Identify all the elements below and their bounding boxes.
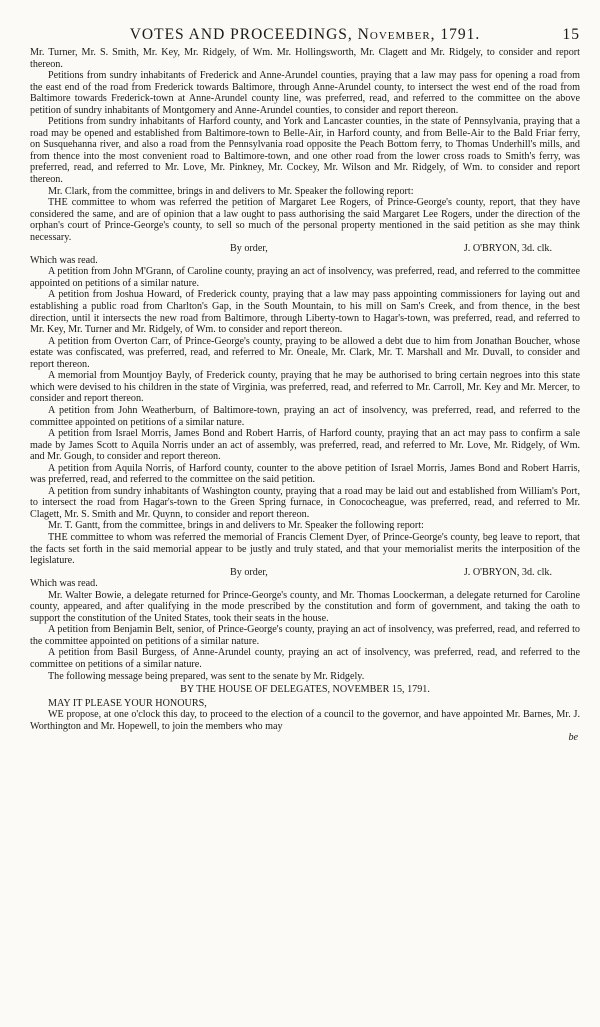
signature-line <box>30 243 580 255</box>
paragraph: Petitions from sundry inhabitants of Harford county, and York and Lancaster counties, in the state of Pennsylvania, praying that a road may be opened and established from Baltimore-town to Belle-Air, in Harford county, and from Belle-Air to the Bald Friar ferry, on Susquehanna river, and also a road from the Pennsylvania road opposite the Peach Bottom ferry, to Thomas Underhill's mills, and from thence into the most convenient road to Baltimore-town, and one other road from the lower cross roads to Smith's ferry, was preferred, read, and referred to Mr. Love, Mr. Pinkney, Mr. Cockey, Mr. Wilson and Mr. Ridgely, of Wm. to consider and report thereon. <box>30 116 580 186</box>
message-text: WE propose, at one o'clock this day, to proceed to the election of a council to the governor, and have appointed Mr. Barnes, Mr. J. Worthington and Mr. Hopewell, to join the members who may <box>30 709 580 732</box>
page-number: 15 <box>562 26 580 43</box>
page-header <box>30 26 580 44</box>
body-text <box>30 47 580 744</box>
paragraph: Mr. Clark, from the committee, brings in and delivers to Mr. Speaker the following report: <box>48 185 414 197</box>
paragraph: Which was read. <box>30 254 98 266</box>
catchword: be <box>568 732 578 744</box>
salutation: MAY IT PLEASE YOUR HONOURS, <box>48 697 207 709</box>
clerk-signature: J. O'BRYON, 3d. clk. <box>463 243 552 255</box>
paragraph: Mr. T. Gantt, from the committee, brings in and delivers to Mr. Speaker the following report: <box>48 520 424 532</box>
clerk-signature: J. O'BRYON, 3d. clk. <box>463 566 552 578</box>
running-title: VOTES AND PROCEEDINGS, November, 1791. <box>129 26 481 43</box>
signature-line <box>30 567 580 579</box>
report-text: THE committee to whom was referred the petition of Margaret Lee Rogers, of Prince-George's county, report, that they have considered the same, and are of opinion that a law ought to pass authorising the said Margaret Lee Rogers, under the direction of the orphan's court of Prince-George's county, to sell so much of the personal property mentioned in the said petition as she may think necessary. <box>30 197 580 243</box>
paragraph: A petition from Benjamin Belt, senior, of Prince-George's county, praying an act of insolvency, was preferred, read, and referred to the committee appointed on petitions of a similar nature. <box>30 624 580 647</box>
paragraph: Which was read. <box>30 578 98 590</box>
by-order-label: By order, <box>230 566 268 578</box>
paragraph: Mr. Walter Bowie, a delegate returned for Prince-George's county, and Mr. Thomas Loockerman, a delegate returned for Caroline county, appeared, and after qualifying in the mode prescribed by the constitution and form of government, and taking the oath to support the constitution of the United States, took their seats in the house. <box>30 589 580 624</box>
paragraph: A petition from John M'Grann, of Caroline county, praying an act of insolvency, was preferred, read, and referred to the committee appointed on petitions of a similar nature. <box>30 266 580 289</box>
paragraph: A petition from Overton Carr, of Prince-George's county, praying to be allowed a debt due to him from Jonathan Boucher, whose estate was confiscated, was preferred, read, and referred to Mr. Oneale, Mr. Clark, Mr. T. Marshall and Mr. Duvall, to consider and report thereon. <box>30 335 580 370</box>
paragraph: A memorial from Mountjoy Bayly, of Frederick county, praying that he may be authorised to bring certain negroes into this state which were devised to his children in the state of Virginia, was preferred, read, and referred to Mr. Carroll, Mr. Key and Mr. Mercer, to consider and report thereon. <box>30 370 580 405</box>
paragraph: The following message being prepared, was sent to the senate by Mr. Ridgely. <box>48 670 365 682</box>
paragraph: Petitions from sundry inhabitants of Frederick and Anne-Arundel counties, praying that a law may pass for opening a road from the east end of the road from Frederick towards Baltimore, through Anne-Arundel county, to intersect the west end of the road from Baltimore towards Frederick-town at Anne-Arundel county line, was preferred, read, and referred to the committee on the above petition of sundry inhabitants of Montgomery and Anne-Arundel counties, to consider and report thereon. <box>30 70 580 116</box>
report-text: THE committee to whom was referred the memorial of Francis Clement Dyer, of Prince-George's county, beg leave to report, that the facts set forth in the said memorial appear to be justly and truly stated, and that your memorialist merits the interposition of the legislature. <box>30 531 580 567</box>
paragraph: A petition from Joshua Howard, of Frederick county, praying that a law may pass appointing commissioners for laying out and establishing a public road from Charlton's Gap, in the South Mountain, to his mill on Sam's Creek, and from thence, in the best direction, until it intersects the new road from Baltimore, through Liberty-town to Hagar's-town, was preferred, read, and referred to Mr. Key, Mr. Turner and Mr. Ridgely, of Wm. to consider and report thereon. <box>30 289 580 336</box>
paragraph: A petition from sundry inhabitants of Washington county, praying that a road may be laid out and established from William's Port, to intersect the road from Hagar's-town to the Green Spring furnace, in Conococheague, was preferred, read, and referred to Mr. Clagett, Mr. S. Smith and Mr. Quynn, to consider and report thereon. <box>30 485 580 520</box>
message-heading: BY THE HOUSE OF DELEGATES, NOVEMBER 15, 1791. <box>180 684 430 696</box>
paragraph: A petition from John Weatherburn, of Baltimore-town, praying an act of insolvency, was preferred, read, and referred to the committee appointed on petitions of a similar nature. <box>30 404 580 428</box>
by-order-label: By order, <box>230 243 268 255</box>
paragraph: A petition from Israel Morris, James Bond and Robert Harris, of Harford county, praying that an act may pass to confirm a sale made by James Scott to Aquila Norris under an act of assembly, was preferred, read, and referred to Mr. Love, Mr. Ridgely, of Wm. and Mr. Gough, to consider and report thereon. <box>30 428 580 463</box>
paragraph: A petition from Basil Burgess, of Anne-Arundel county, praying an act of insolvency, was preferred, read, and referred to the committee on petitions of a similar nature. <box>30 647 580 670</box>
paragraph: A petition from Aquila Norris, of Harford county, counter to the above petition of Israel Morris, James Bond and Robert Harris, was preferred, read, and referred to the committee on the said petition. <box>30 462 580 486</box>
paragraph: Mr. Turner, Mr. S. Smith, Mr. Key, Mr. Ridgely, of Wm. Mr. Hollingsworth, Mr. Clagett and Mr. Ridgely, to consider and report thereon. <box>30 47 580 70</box>
